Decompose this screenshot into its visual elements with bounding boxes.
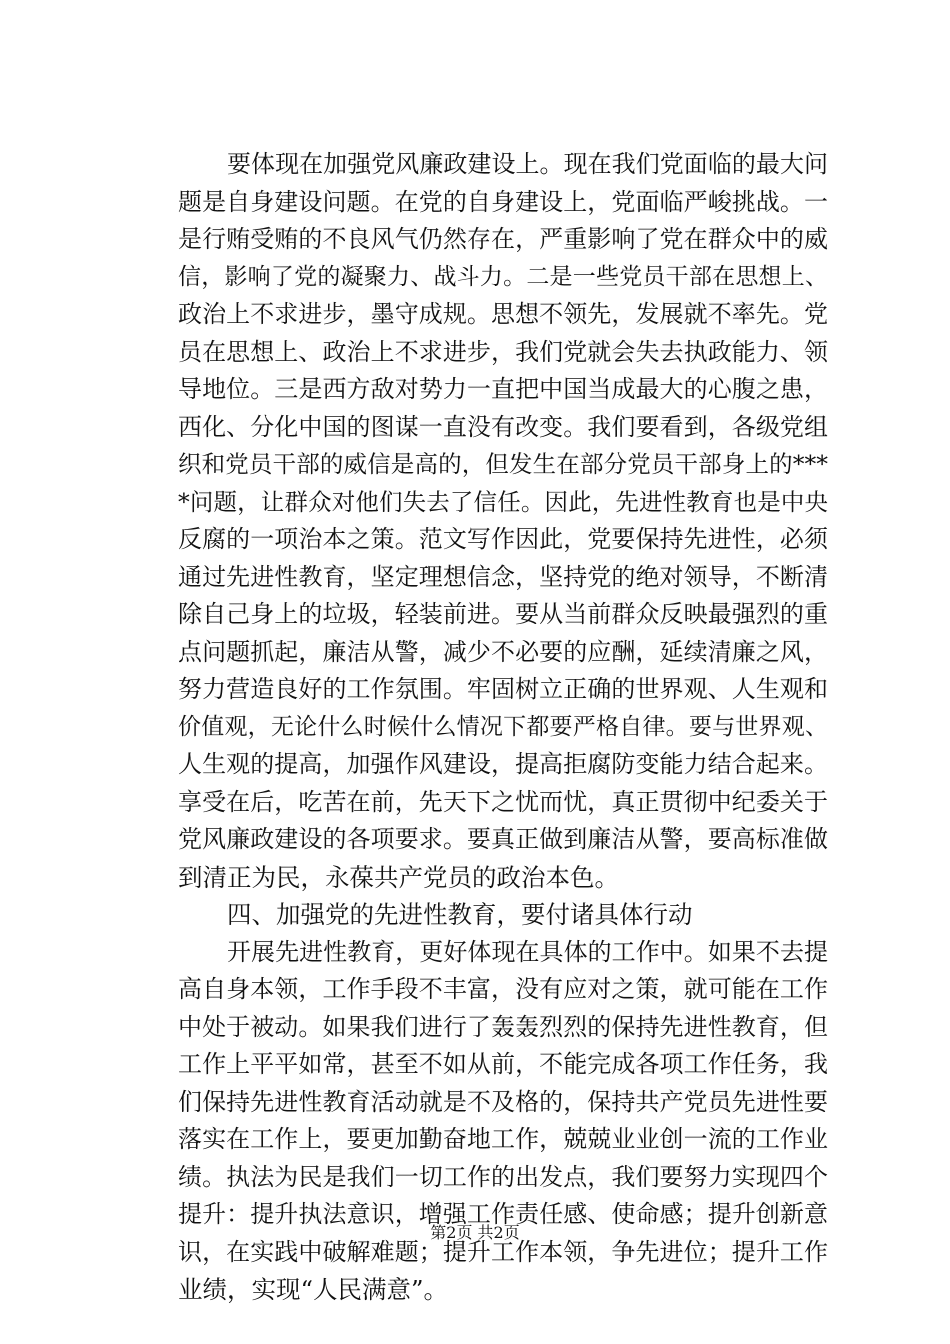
text-line: 员在思想上、政治上不求进步，我们党就会失去执政能力、领	[178, 337, 828, 366]
text-line: 落实在工作上，要更加勤奋地工作，兢兢业业创一流的工作业	[178, 1125, 828, 1153]
text-line: 织和党员干部的威信是高的，但发生在部分党员干部身上的***	[178, 450, 828, 478]
text-line: 点问题抓起，廉洁从警，减少不必要的应酬，延续清廉之风，	[178, 637, 828, 666]
text-line: *问题，让群众对他们失去了信任。因此，先进性教育也是中央	[178, 487, 828, 516]
text-line: 价值观，无论什么时候什么情况下都要严格自律。要与世界观、	[178, 713, 828, 740]
text-line: 信，影响了党的凝聚力、战斗力。二是一些党员干部在思想上、	[178, 263, 828, 290]
text-line: 提升：提升执法意识，增强工作责任感、使命感；提升创新意	[178, 1200, 828, 1228]
text-line: 中处于被动。如果我们进行了轰轰烈烈的保持先进性教育，但	[178, 1012, 828, 1041]
text-line: 要体现在加强党风廉政建设上。现在我们党面临的最大问	[227, 150, 828, 178]
text-line: 除自己身上的垃圾，轻装前进。要从当前群众反映最强烈的重	[178, 600, 828, 628]
text-line: 人生观的提高，加强作风建设，提高拒腐防变能力结合起来。	[178, 750, 828, 778]
text-line: 高自身本领，工作手段不丰富，没有应对之策，就可能在工作	[178, 975, 828, 1003]
text-line: 题是自身建设问题。在党的自身建设上，党面临严峻挑战。一	[178, 187, 828, 216]
text-line: 是行贿受贿的不良风气仍然存在，严重影响了党在群众中的威	[178, 225, 828, 253]
text-line: 到清正为民，永葆共产党员的政治本色。	[178, 862, 619, 892]
text-line: 业绩，实现“人民满意”。	[178, 1275, 449, 1304]
text-line: 努力营造良好的工作氛围。牢固树立正确的世界观、人生观和	[178, 675, 828, 703]
text-line: 西化、分化中国的图谋一直没有改变。我们要看到，各级党组	[178, 412, 828, 441]
text-line: 党风廉政建设的各项要求。要真正做到廉洁从警，要高标准做	[178, 825, 828, 853]
text-line: 导地位。三是西方敌对势力一直把中国当成最大的心腹之患，	[178, 375, 828, 403]
text-line: 享受在后，吃苦在前，先天下之忧而忧，真正贯彻中纪委关于	[178, 787, 828, 816]
text-line: 政治上不求进步，墨守成规。思想不领先，发展就不率先。党	[178, 300, 828, 328]
text-line: 工作上平平如常，甚至不如从前，不能完成各项工作任务，我	[178, 1050, 828, 1078]
text-line: 四、加强党的先进性教育，要付诸具体行动	[227, 900, 693, 929]
text-line: 绩。执法为民是我们一切工作的出发点，我们要努力实现四个	[178, 1162, 828, 1191]
text-line: 们保持先进性教育活动就是不及格的，保持共产党员先进性要	[178, 1087, 828, 1116]
text-line: 开展先进性教育，更好体现在具体的工作中。如果不去提	[227, 937, 828, 966]
document-body	[178, 146, 828, 1309]
text-line: 通过先进性教育，坚定理想信念，坚持党的绝对领导，不断清	[178, 562, 828, 591]
page-footer: 第2页 共2页	[430, 1223, 520, 1242]
text-line: 识，在实践中破解难题；提升工作本领，争先进位；提升工作	[178, 1237, 828, 1266]
text-line: 反腐的一项治本之策。范文写作因此，党要保持先进性，必须	[178, 525, 828, 553]
